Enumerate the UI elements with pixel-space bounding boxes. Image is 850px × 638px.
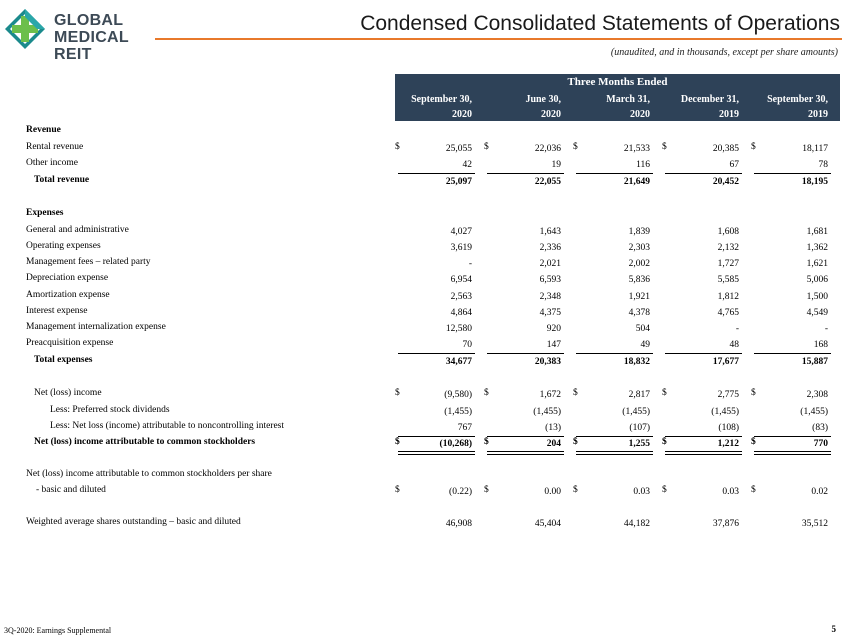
table-row bbox=[0, 306, 850, 322]
value-cell bbox=[662, 142, 751, 158]
value-cell bbox=[662, 338, 751, 354]
value-cell bbox=[573, 175, 662, 191]
subtotal-rule bbox=[754, 173, 831, 174]
cell-value: 4,765 bbox=[717, 308, 739, 318]
currency-symbol: $ bbox=[573, 437, 578, 447]
cell-value: 19 bbox=[551, 160, 561, 170]
table-row bbox=[0, 421, 850, 437]
value-cell bbox=[662, 241, 751, 257]
cell-value: (13) bbox=[545, 423, 561, 433]
table-row bbox=[0, 355, 850, 371]
currency-symbol: $ bbox=[751, 437, 756, 447]
cell-value: (1,455) bbox=[711, 407, 739, 417]
value-cell bbox=[395, 241, 484, 257]
value-cell bbox=[573, 273, 662, 289]
value-cell bbox=[662, 175, 751, 191]
value-cell bbox=[573, 158, 662, 174]
row-label: Net (loss) income bbox=[34, 388, 102, 398]
cell-value: 18,195 bbox=[801, 177, 828, 187]
value-cell bbox=[484, 405, 573, 421]
logo-line-1: GLOBAL bbox=[54, 12, 124, 29]
column-header-period: June 30, bbox=[525, 94, 561, 105]
value-cell bbox=[662, 485, 751, 501]
cell-value: 17,677 bbox=[712, 357, 739, 367]
cell-value: 12,580 bbox=[445, 324, 472, 334]
subtotal-rule bbox=[576, 173, 653, 174]
value-cell bbox=[484, 421, 573, 437]
value-cell bbox=[751, 158, 840, 174]
cell-value: 2,336 bbox=[539, 243, 561, 253]
column-header-period: December 31, bbox=[680, 94, 739, 105]
value-cell bbox=[484, 437, 573, 453]
value-cell bbox=[484, 338, 573, 354]
value-cell bbox=[573, 485, 662, 501]
cell-value: 4,375 bbox=[539, 308, 561, 318]
cell-value: 1,362 bbox=[806, 243, 828, 253]
value-cell bbox=[751, 437, 840, 453]
page-number: 5 bbox=[831, 624, 836, 634]
total-double-rule bbox=[487, 451, 564, 455]
cell-value: 34,677 bbox=[445, 357, 472, 367]
cell-value: 1,255 bbox=[628, 439, 650, 449]
column-header-year: 2020 bbox=[452, 109, 472, 120]
logo-mark-icon bbox=[4, 8, 46, 50]
value-cell bbox=[573, 355, 662, 371]
value-cell bbox=[662, 517, 751, 533]
value-cell bbox=[395, 273, 484, 289]
value-cell bbox=[395, 338, 484, 354]
total-double-rule bbox=[398, 451, 475, 455]
value-cell bbox=[662, 421, 751, 437]
table-row bbox=[0, 241, 850, 257]
cell-value: 22,055 bbox=[534, 177, 561, 187]
cell-value: 78 bbox=[818, 160, 828, 170]
value-cell bbox=[395, 158, 484, 174]
logo-line-2: MEDICAL REIT bbox=[54, 29, 129, 63]
cell-value: 5,585 bbox=[717, 275, 739, 285]
cell-value: 2,303 bbox=[628, 243, 650, 253]
row-label: Management fees – related party bbox=[26, 257, 151, 267]
cell-value: 1,212 bbox=[717, 439, 739, 449]
total-double-rule bbox=[754, 451, 831, 455]
cell-value: 44,182 bbox=[623, 519, 650, 529]
value-cell bbox=[484, 142, 573, 158]
value-cell bbox=[395, 405, 484, 421]
table-row bbox=[0, 225, 850, 241]
cell-value: 2,817 bbox=[628, 390, 650, 400]
table-row bbox=[0, 208, 850, 224]
cell-value: 2,775 bbox=[717, 390, 739, 400]
row-label: Interest expense bbox=[26, 306, 88, 316]
value-cell bbox=[395, 306, 484, 322]
cell-value: (0.22) bbox=[449, 487, 472, 497]
cell-value: 4,378 bbox=[628, 308, 650, 318]
value-cell bbox=[751, 241, 840, 257]
currency-symbol: $ bbox=[662, 437, 667, 447]
cell-value: 1,643 bbox=[539, 227, 561, 237]
footer-note: 3Q-2020: Earnings Supplemental bbox=[4, 626, 112, 635]
company-logo bbox=[4, 6, 164, 63]
cell-value: (1,455) bbox=[800, 407, 828, 417]
cell-value: 1,727 bbox=[717, 259, 739, 269]
value-cell bbox=[751, 142, 840, 158]
cell-value: 25,097 bbox=[445, 177, 472, 187]
subtotal-rule bbox=[665, 353, 742, 354]
row-label: General and administrative bbox=[26, 225, 129, 235]
column-header-year: 2019 bbox=[808, 109, 828, 120]
cell-value: 20,383 bbox=[534, 357, 561, 367]
column-header-year: 2019 bbox=[719, 109, 739, 120]
row-label: Other income bbox=[26, 158, 78, 168]
row-label: Less: Preferred stock dividends bbox=[50, 405, 170, 415]
row-label: - basic and diluted bbox=[36, 485, 106, 495]
cell-value: (83) bbox=[812, 423, 828, 433]
value-cell bbox=[395, 290, 484, 306]
cell-value: 767 bbox=[457, 423, 472, 433]
value-cell bbox=[395, 355, 484, 371]
column-header bbox=[395, 91, 484, 121]
cell-value: 1,672 bbox=[539, 390, 561, 400]
value-cell bbox=[484, 225, 573, 241]
value-cell bbox=[395, 421, 484, 437]
cell-value: 49 bbox=[640, 340, 650, 350]
row-label: Net (loss) income attributable to common stockholders per share bbox=[26, 469, 272, 479]
cell-value: (10,268) bbox=[439, 439, 472, 449]
column-header bbox=[662, 91, 751, 121]
value-cell bbox=[751, 257, 840, 273]
value-cell bbox=[662, 405, 751, 421]
value-cell bbox=[573, 405, 662, 421]
value-cell bbox=[573, 437, 662, 453]
cell-value: (1,455) bbox=[622, 407, 650, 417]
cell-value: 37,876 bbox=[712, 519, 739, 529]
cell-value: 2,132 bbox=[717, 243, 739, 253]
value-cell bbox=[573, 257, 662, 273]
value-cell bbox=[395, 517, 484, 533]
row-label: Operating expenses bbox=[26, 241, 101, 251]
column-header-period: September 30, bbox=[767, 94, 828, 105]
cell-value: 1,839 bbox=[628, 227, 650, 237]
cell-value: 42 bbox=[462, 160, 472, 170]
currency-symbol: $ bbox=[751, 142, 756, 152]
cell-value: 0.00 bbox=[544, 487, 561, 497]
value-cell bbox=[662, 355, 751, 371]
row-label: Amortization expense bbox=[26, 290, 110, 300]
column-header bbox=[484, 91, 573, 121]
cell-value: (108) bbox=[718, 423, 739, 433]
currency-symbol: $ bbox=[484, 388, 489, 398]
table-row bbox=[0, 388, 850, 404]
cell-value: 45,404 bbox=[534, 519, 561, 529]
cell-value: 1,921 bbox=[628, 292, 650, 302]
cell-value: 1,681 bbox=[806, 227, 828, 237]
table-row bbox=[0, 469, 850, 485]
value-cell bbox=[751, 517, 840, 533]
cell-value: 15,887 bbox=[801, 357, 828, 367]
cell-value: 18,117 bbox=[802, 144, 828, 154]
value-cell bbox=[751, 421, 840, 437]
subtotal-rule bbox=[576, 353, 653, 354]
value-cell bbox=[751, 290, 840, 306]
cell-value: 20,452 bbox=[712, 177, 739, 187]
value-cell bbox=[395, 388, 484, 404]
cell-value: 1,500 bbox=[806, 292, 828, 302]
value-cell bbox=[484, 241, 573, 257]
currency-symbol: $ bbox=[484, 485, 489, 495]
cell-value: 0.03 bbox=[633, 487, 650, 497]
value-cell bbox=[484, 355, 573, 371]
cell-value: 920 bbox=[546, 324, 561, 334]
table-row bbox=[0, 322, 850, 338]
row-label: Preacquisition expense bbox=[26, 338, 114, 348]
cell-value: 116 bbox=[636, 160, 650, 170]
currency-symbol: $ bbox=[662, 142, 667, 152]
currency-symbol: $ bbox=[484, 437, 489, 447]
table-row bbox=[0, 257, 850, 273]
page-subtitle: (unaudited, and in thousands, except per share amounts) bbox=[610, 47, 838, 58]
column-header-period: March 31, bbox=[606, 94, 650, 105]
value-cell bbox=[484, 388, 573, 404]
value-cell bbox=[573, 306, 662, 322]
value-cell bbox=[573, 338, 662, 354]
value-cell bbox=[573, 241, 662, 257]
title-divider bbox=[155, 38, 842, 40]
logo-wordmark bbox=[54, 12, 164, 63]
currency-symbol: $ bbox=[662, 388, 667, 398]
table-row bbox=[0, 485, 850, 501]
cell-value: 1,621 bbox=[806, 259, 828, 269]
column-header-year: 2020 bbox=[541, 109, 561, 120]
table-row bbox=[0, 517, 850, 533]
row-label: Net (loss) income attributable to common stockholders bbox=[34, 437, 256, 447]
cell-value: 4,027 bbox=[450, 227, 472, 237]
currency-symbol: $ bbox=[751, 485, 756, 495]
cell-value: 0.03 bbox=[722, 487, 739, 497]
currency-symbol: $ bbox=[395, 485, 400, 495]
row-label: Total revenue bbox=[34, 175, 90, 185]
value-cell bbox=[395, 225, 484, 241]
subtotal-rule bbox=[487, 173, 564, 174]
value-cell bbox=[395, 437, 484, 453]
column-header-year: 2020 bbox=[630, 109, 650, 120]
value-cell bbox=[751, 306, 840, 322]
value-cell bbox=[751, 388, 840, 404]
cell-value: 2,002 bbox=[628, 259, 650, 269]
value-cell bbox=[484, 290, 573, 306]
value-cell bbox=[662, 306, 751, 322]
value-cell bbox=[751, 225, 840, 241]
cell-value: 1,812 bbox=[717, 292, 739, 302]
page-title: Condensed Consolidated Statements of Operations bbox=[360, 12, 840, 35]
currency-symbol: $ bbox=[395, 142, 400, 152]
value-cell bbox=[751, 405, 840, 421]
value-cell bbox=[573, 290, 662, 306]
value-cell bbox=[484, 273, 573, 289]
value-cell bbox=[751, 485, 840, 501]
cell-value: 18,832 bbox=[623, 357, 650, 367]
value-cell bbox=[662, 273, 751, 289]
row-label: Weighted average shares outstanding – basic and diluted bbox=[26, 517, 241, 527]
currency-symbol: $ bbox=[573, 485, 578, 495]
subtotal-rule bbox=[487, 353, 564, 354]
cell-value: 35,512 bbox=[801, 519, 828, 529]
cell-value: (9,580) bbox=[444, 390, 472, 400]
cell-value: 3,619 bbox=[450, 243, 472, 253]
value-cell bbox=[395, 485, 484, 501]
currency-symbol: $ bbox=[751, 388, 756, 398]
cell-value: 5,006 bbox=[806, 275, 828, 285]
cell-value: 770 bbox=[813, 439, 828, 449]
cell-value: 20,385 bbox=[712, 144, 739, 154]
cell-value: 67 bbox=[729, 160, 739, 170]
subtotal-rule bbox=[754, 353, 831, 354]
row-label: Rental revenue bbox=[26, 142, 84, 152]
cell-value: 4,864 bbox=[450, 308, 472, 318]
table-row bbox=[0, 437, 850, 453]
value-cell bbox=[484, 175, 573, 191]
value-cell bbox=[751, 175, 840, 191]
subtotal-rule bbox=[665, 173, 742, 174]
value-cell bbox=[751, 355, 840, 371]
cell-value: 2,348 bbox=[539, 292, 561, 302]
value-cell bbox=[395, 175, 484, 191]
value-cell bbox=[484, 158, 573, 174]
cell-value: (107) bbox=[629, 423, 650, 433]
cell-value: - bbox=[735, 324, 739, 334]
cell-value: 5,836 bbox=[628, 275, 650, 285]
cell-value: 6,954 bbox=[450, 275, 472, 285]
value-cell bbox=[573, 388, 662, 404]
cell-value: 6,593 bbox=[539, 275, 561, 285]
cell-value: 21,533 bbox=[623, 144, 650, 154]
table-row bbox=[0, 290, 850, 306]
table-row bbox=[0, 158, 850, 174]
value-cell bbox=[395, 142, 484, 158]
cell-value: 0.02 bbox=[811, 487, 828, 497]
cell-value: 21,649 bbox=[623, 177, 650, 187]
value-cell bbox=[662, 437, 751, 453]
cell-value: - bbox=[824, 324, 828, 334]
value-cell bbox=[484, 257, 573, 273]
cell-value: 2,308 bbox=[806, 390, 828, 400]
cell-value: 1,608 bbox=[717, 227, 739, 237]
table-row bbox=[0, 142, 850, 158]
cell-value: 147 bbox=[546, 340, 561, 350]
row-label: Depreciation expense bbox=[26, 273, 109, 283]
currency-symbol: $ bbox=[395, 388, 400, 398]
cell-value: 48 bbox=[729, 340, 739, 350]
value-cell bbox=[573, 421, 662, 437]
cell-value: - bbox=[468, 259, 472, 269]
cell-value: 204 bbox=[546, 439, 561, 449]
value-cell bbox=[395, 322, 484, 338]
column-headers bbox=[395, 91, 840, 121]
table-row bbox=[0, 338, 850, 354]
subtotal-rule bbox=[398, 353, 475, 354]
cell-value: 4,549 bbox=[806, 308, 828, 318]
cell-value: 25,055 bbox=[445, 144, 472, 154]
value-cell bbox=[484, 485, 573, 501]
column-header-period: September 30, bbox=[411, 94, 472, 105]
cell-value: (1,455) bbox=[444, 407, 472, 417]
currency-symbol: $ bbox=[395, 437, 400, 447]
column-header bbox=[573, 91, 662, 121]
value-cell bbox=[573, 225, 662, 241]
row-label: Management internalization expense bbox=[26, 322, 166, 332]
value-cell bbox=[662, 225, 751, 241]
total-double-rule bbox=[576, 451, 653, 455]
cell-value: (1,455) bbox=[533, 407, 561, 417]
row-label: Less: Net loss (income) attributable to noncontrolling interest bbox=[50, 421, 285, 431]
value-cell bbox=[662, 290, 751, 306]
value-cell bbox=[484, 322, 573, 338]
column-header bbox=[751, 91, 840, 121]
currency-symbol: $ bbox=[662, 485, 667, 495]
value-cell bbox=[484, 517, 573, 533]
table-row bbox=[0, 125, 850, 141]
total-double-rule bbox=[665, 451, 742, 455]
cell-value: 22,036 bbox=[534, 144, 561, 154]
row-label: Expenses bbox=[26, 208, 64, 218]
cell-value: 2,021 bbox=[539, 259, 561, 269]
cell-value: 504 bbox=[635, 324, 650, 334]
table-row bbox=[0, 175, 850, 191]
value-cell bbox=[662, 158, 751, 174]
currency-symbol: $ bbox=[573, 388, 578, 398]
value-cell bbox=[662, 322, 751, 338]
table-row bbox=[0, 273, 850, 289]
table-row bbox=[0, 405, 850, 421]
cell-value: 70 bbox=[462, 340, 472, 350]
value-cell bbox=[573, 517, 662, 533]
value-cell bbox=[751, 273, 840, 289]
currency-symbol: $ bbox=[484, 142, 489, 152]
value-cell bbox=[751, 322, 840, 338]
value-cell bbox=[662, 388, 751, 404]
row-label: Total expenses bbox=[34, 355, 93, 365]
currency-symbol: $ bbox=[573, 142, 578, 152]
value-cell bbox=[751, 338, 840, 354]
value-cell bbox=[484, 306, 573, 322]
cell-value: 168 bbox=[813, 340, 828, 350]
subtotal-rule bbox=[398, 173, 475, 174]
cell-value: 46,908 bbox=[445, 519, 472, 529]
value-cell bbox=[395, 257, 484, 273]
period-band-header: Three Months Ended bbox=[395, 74, 840, 91]
value-cell bbox=[573, 322, 662, 338]
value-cell bbox=[662, 257, 751, 273]
value-cell bbox=[573, 142, 662, 158]
cell-value: 2,563 bbox=[450, 292, 472, 302]
row-label: Revenue bbox=[26, 125, 61, 135]
